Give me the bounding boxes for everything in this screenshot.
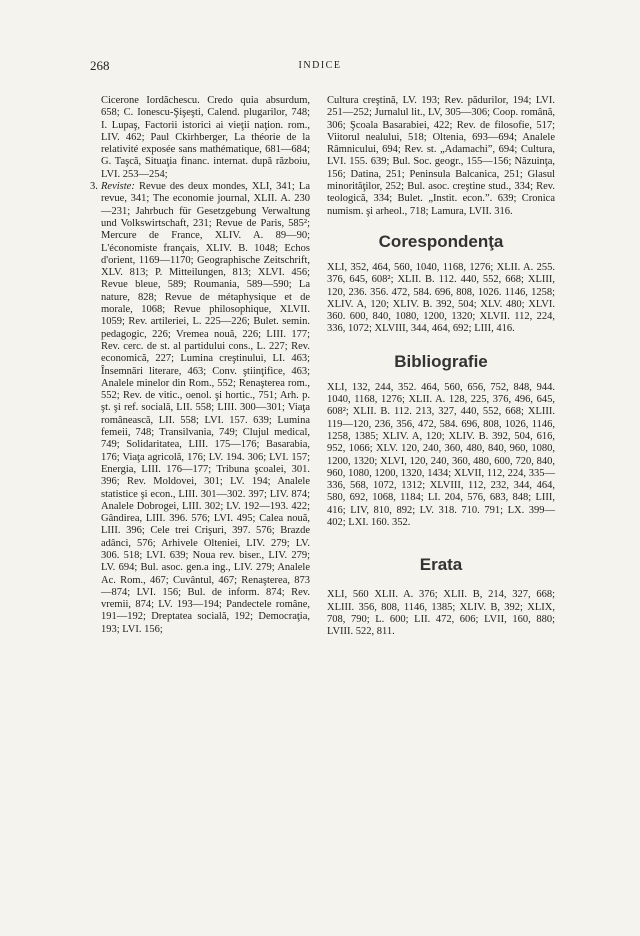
entry-number: 3.: [90, 181, 98, 193]
section-text-corespondenta: XLI, 352, 464, 560, 1040, 1168, 1276; XLII. A. 255. 376, 645, 608²; XLII. B. 112. 440, 552, 668; XLIII, 120, 236. 356. 472, 584. 696, 808, 1026. 1146, 1258; XLIV. A, 120; XLIV. B. 392, 504; XLV. 480; XLVI. 360. 600, 840, 1080, 1200, 1320; XLVII. 112, 224, 336, 1072; XLVIII, 344, 464, 692; LIII, 416.: [327, 261, 555, 335]
running-title: INDICE: [298, 60, 342, 71]
right-column: [327, 95, 555, 639]
reviews-entry-text: Revue des deux mondes, XLI, 341; La revue, 341; The economie journal, XLII. A. 230—231; Jahrbuch für Gesetzgebung Verwaltung und Volkswirtschaft, 231; Revue de Paris, 585²; Mercure de France, XLIV. A. 89—90; L'économiste français, XLIV. B. 1048; Echos d'orient, 1169—1170; Geographische Zeitschrift, XLV. 813; P. Mitteilungen, 813; XLVI. 456; Revue bleue, 589; Roumania, 589—590; La nature, 828; Revue de métaphysique et de morale, 1068; Revue philosophique, XLVII. 1059; Rev. artileriei, L. 225—226; Bulet. semin. pedagogic, 226; Vremea nouă, 226; LIII. 177; Rev. cerc. de st. al partidului cons., L. 227; Rev. economică, 227; Lumina creştinului, LI. 463; Însemnări literare, 463; Conv. ştiinţifice, 463; Analele minelor din Rom., 552; Renaşterea rom., 552; Rev. de vitic., oenol. şi hortic., 751; Arh. p. şt. şi ref. socială, LII. 558; LIII. 300—301; Viaţa românească, LII. 558; LVI. 157. 639; Lumina femeii, 748; Transilvania, 749; Clujul medical, 749; Solidaritatea, LIII. 175—176; Basarabia, 176; Viaţa agricolă, 176; LV. 194. 306; LVI. 157; Energia, LIII. 176—177; Tribuna şcoalei, 301. 396; Rev. Moldovei, 301; LV. 194; Analele statistice şi econ., LIII. 301—302. 397; LIV. 874; Analele Dobrogei, LIII. 302; LV. 192—193. 422; Gândirea, LIII. 396. 576; LVI. 495; Calea nouă, LIII. 396; Cele trei Crişuri, 397. 576; Brazde adânci, 576; Arhivele Olteniei, LIV. 279; LV. 306. 518; LVI. 639; Noua rev. biser., LIV. 279; LV. 694; Bul. asoc. gen.a ing., LIV. 279; Analele Ac. Rom., 467; Cuvântul, 467; Renaşterea, 873—874; LVI. 156; Bul. de inform. 874; Rev. vremii, 874; LV. 193—194; Pandectele române, 191—192; Dreptatea socială, 192; Democraţia, 193; LVI. 156;: [101, 181, 311, 635]
section-heading-bibliografie: Bibliografie: [394, 351, 488, 371]
section-heading-corespondenta: Corespondenţa: [378, 231, 504, 251]
left-column: [90, 95, 310, 636]
section-text-erata: XLI, 560 XLII. A. 376; XLII. B, 214, 327, 668; XLIII. 356, 808, 1146, 1385; XLIV. B, 392; XLIX, 708, 790; L. 600; LII. 472, 606; LVII, 160, 880; LVIII. 522, 811.: [327, 589, 555, 638]
reviews-entry-paragraph: [101, 181, 310, 636]
section-heading-erata: Erata: [419, 555, 463, 575]
reviews-entry: [90, 181, 310, 636]
reviews-entry-continuation: Cultura creştină, LV. 193; Rev. pădurilor, 194; LVI. 251—252; Jurnalul lit., LV, 305—306; Coop. română, 306; Şcoala Basarabiei, 422; Rev. de filosofie, 517; Viitorul nealului, 518; Oltenia, 693—694; Analele Râmnicului, 694; Rev. st. „Adamachi”, 694; Cultura, LVI. 155. 639; Bul. Soc. geogr., 155—156; Năzuinţa, 156; Datina, 251; Peninsula Balcanica, 251; Glasul minorităţilor, 252; Bul. asoc. creştine stud., 334; Rev. teologică, 334; Bulet. „Instit. econ.”. 639; Cronica numism. şi arheol., 718; Lamura, LVII. 316.: [327, 95, 555, 217]
books-entry-continuation: Cicerone Iordăchescu. Credo quia absurdum, 658; C. Ionescu-Şişeşti, Calend. plugarilor, 748; I. Lupaş, Factorii istorici ai vieţii naţion. rom., LIV. 462; Paul Ckirhberger, La théorie de la relativité exposée sans mathématique, 681—684; G. Taşcă, Situaţia financ. internat. după războiu, LVI. 253—254;: [101, 95, 310, 180]
entry-label: Reviste:: [101, 181, 135, 193]
page-number: 268: [90, 58, 110, 73]
section-text-bibliografie: XLI, 132, 244, 352. 464, 560, 656, 752, 848, 944. 1040, 1168, 1276; XLII. A. 128, 225, 376, 496, 645, 608²; XLII. B. 112. 213, 327, 440, 552, 668; XLIII. 119—120, 236, 356, 472, 584. 696, 808, 1026, 1146, 1258, 1385; XLIV. A, 120; XLIV. B. 392, 504, 616, 952, 1066; XLV. 120, 240, 360, 480, 840, 960, 1080, 1200, 1320; XLVI, 120, 240, 360, 480, 600, 720, 840, 960, 1080, 1200, 1320, 1434; XLVII, 112, 224, 335—336, 568, 1072, 1312; XLVIII, 112, 232, 344, 464, 580, 692, 1068, 1184; LI. 204, 576, 683, 848; LIII, 416; LIV, 810, 892; LV. 318. 710. 791; LX. 399—402; LXI. 160. 352.: [327, 381, 555, 529]
